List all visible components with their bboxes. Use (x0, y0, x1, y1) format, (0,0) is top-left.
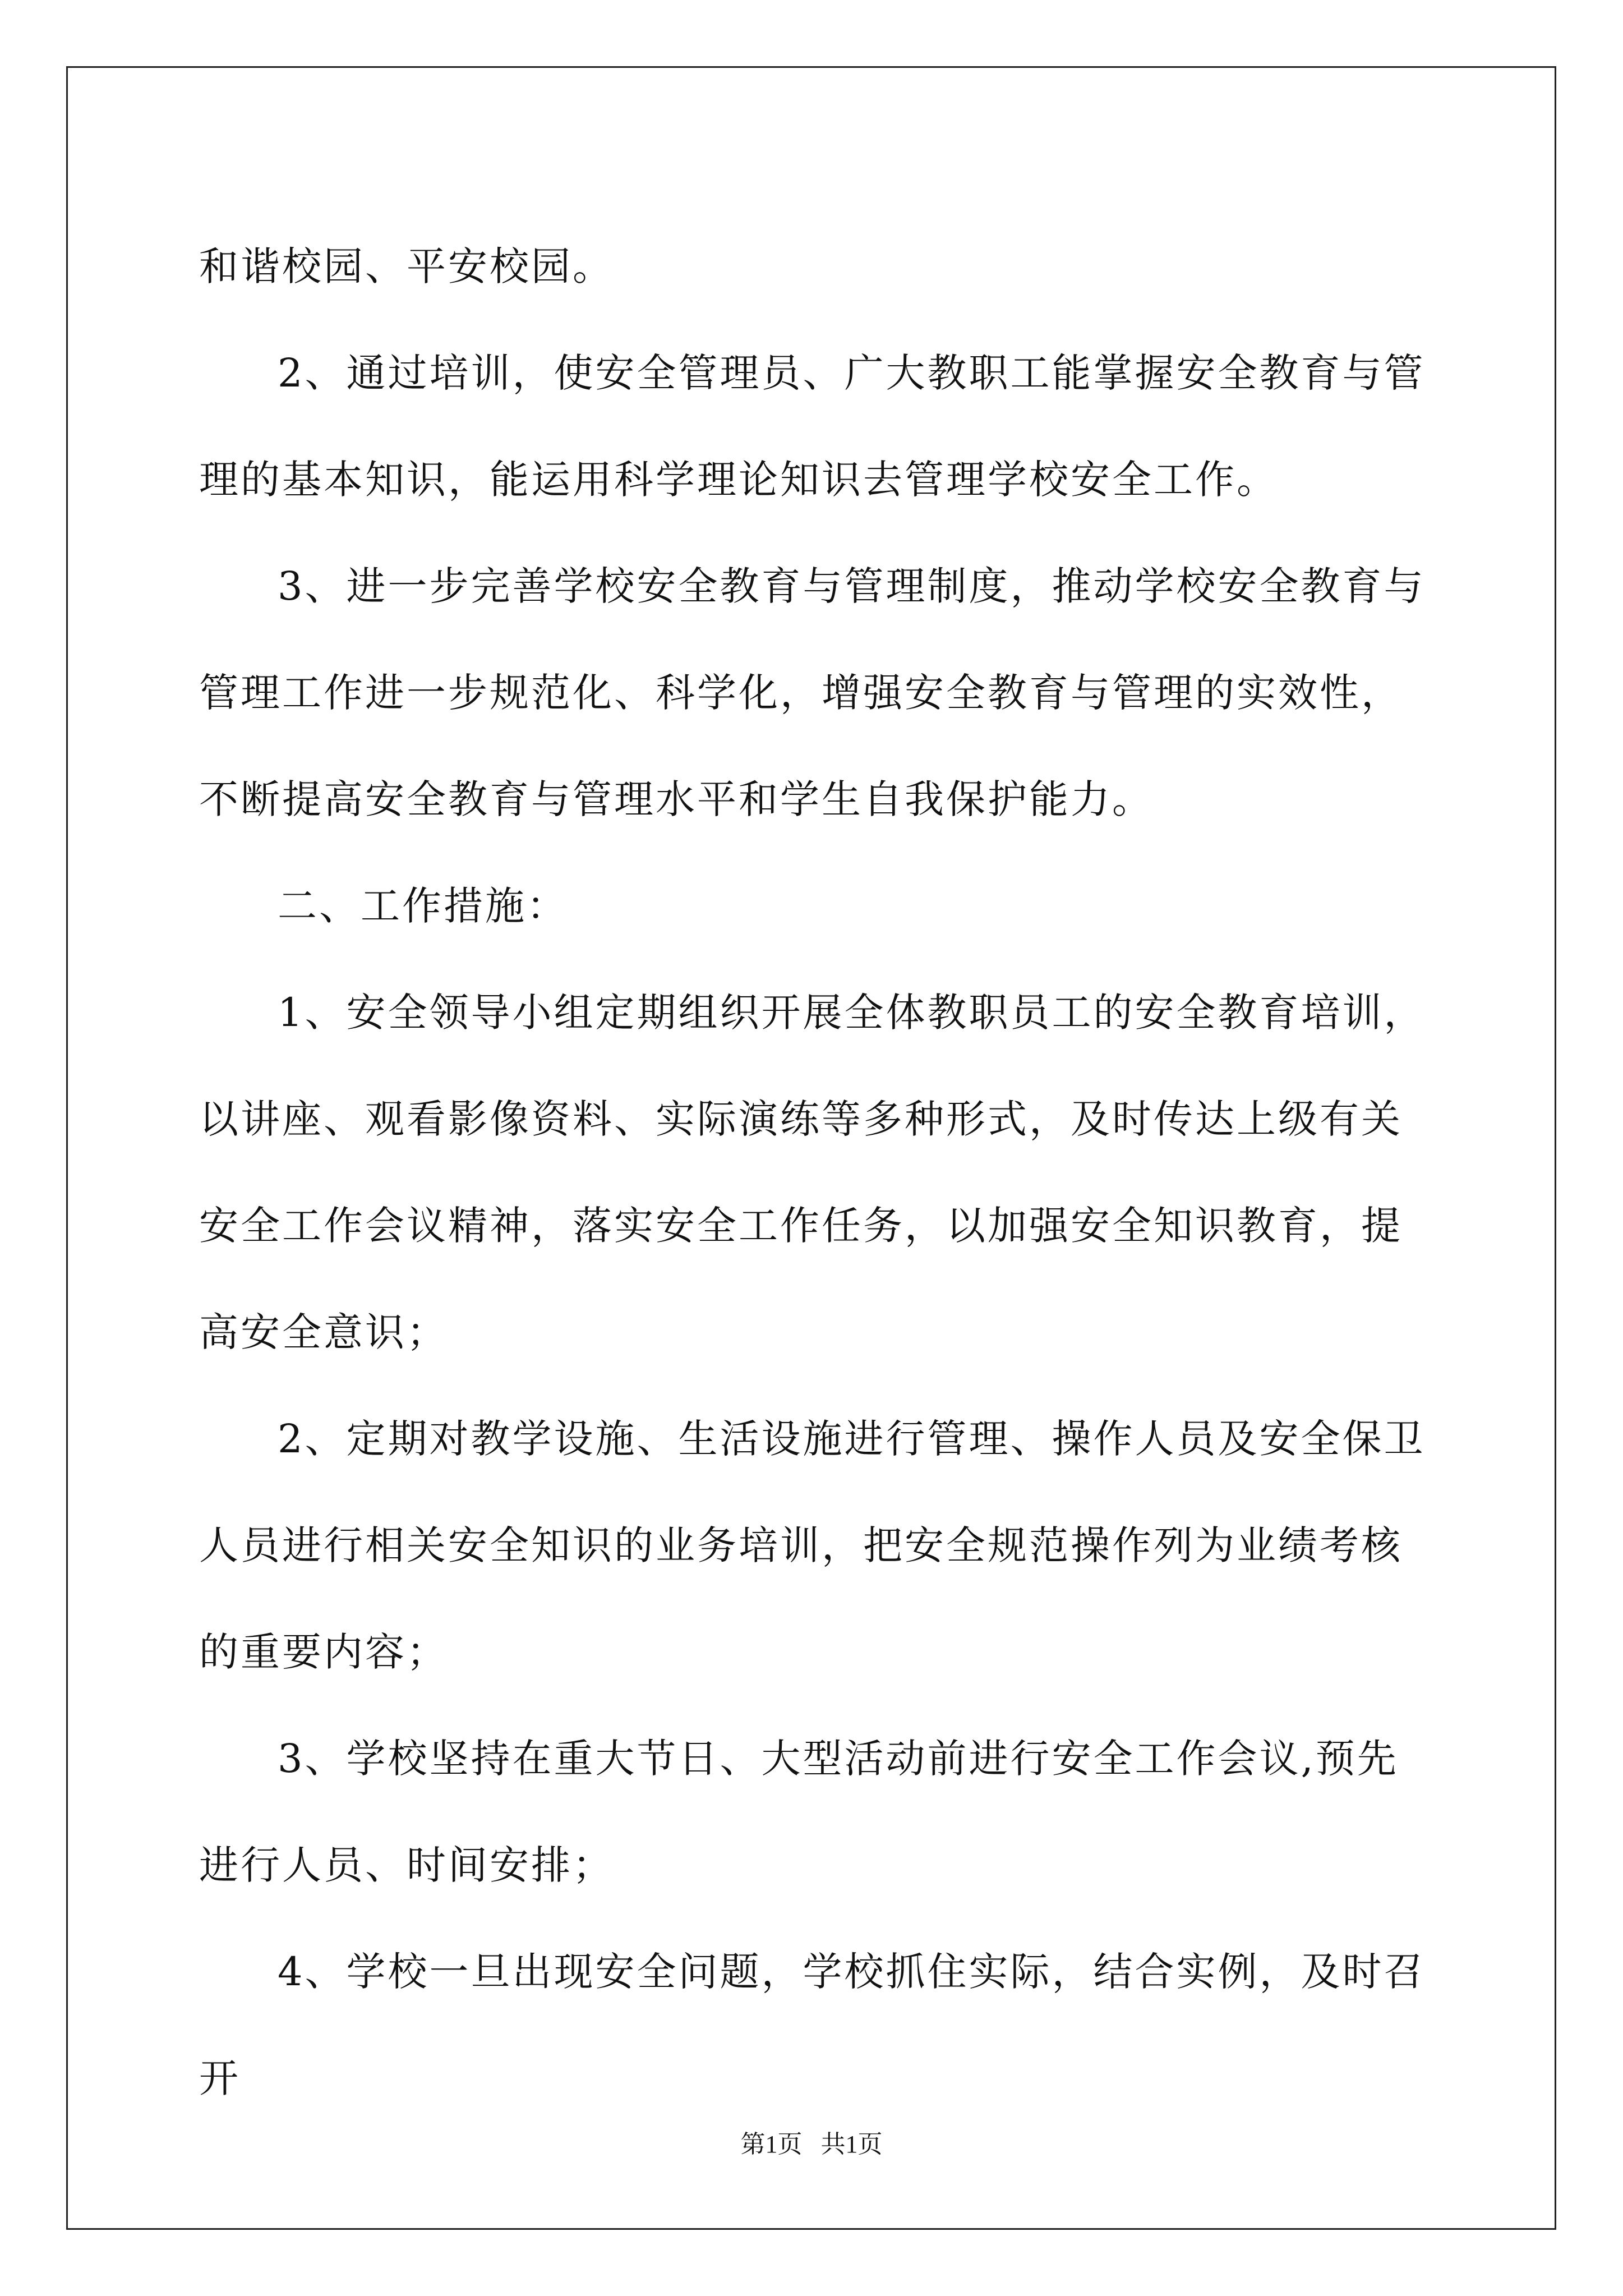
page-footer: 第1页 共1页 (740, 2131, 883, 2158)
paragraph-3: 3、进一步完善学校安全教育与管理制度，推动学校安全教育与管理工作进一步规范化、科学化，增强安全教育与管理的实效性，不断提高安全教育与管理水平和学生自我保护能力。 (199, 563, 1426, 822)
section-heading: 二、工作措施： (278, 883, 568, 929)
paragraph-4: 1、安全领导小组定期组织开展全体教职员工的安全教育培训，以讲座、观看影像资料、实际演练等多种形式，及时传达上级有关安全工作会议精神，落实安全工作任务，以加强安全知识教育，提高安全意识； (199, 990, 1426, 1355)
paragraph-2: 2、通过培训，使安全管理员、广大教职工能掌握安全教育与管理的基本知识，能运用科学理论知识去管理学校安全工作。 (199, 350, 1426, 503)
paragraph-7: 4、学校一旦出现安全问题，学校抓住实际，结合实例，及时召开 (199, 1949, 1426, 2101)
document-body (199, 213, 1427, 2132)
paragraph-1: 和谐校园、平安校园。 (199, 243, 614, 289)
paragraph-5: 2、定期对教学设施、生活设施进行管理、操作人员及安全保卫人员进行相关安全知识的业务培训，把安全规范操作列为业绩考核的重要内容； (199, 1416, 1426, 1675)
paragraph-6: 3、学校坚持在重大节日、大型活动前进行安全工作会议,预先进行人员、时间安排； (199, 1736, 1399, 1888)
